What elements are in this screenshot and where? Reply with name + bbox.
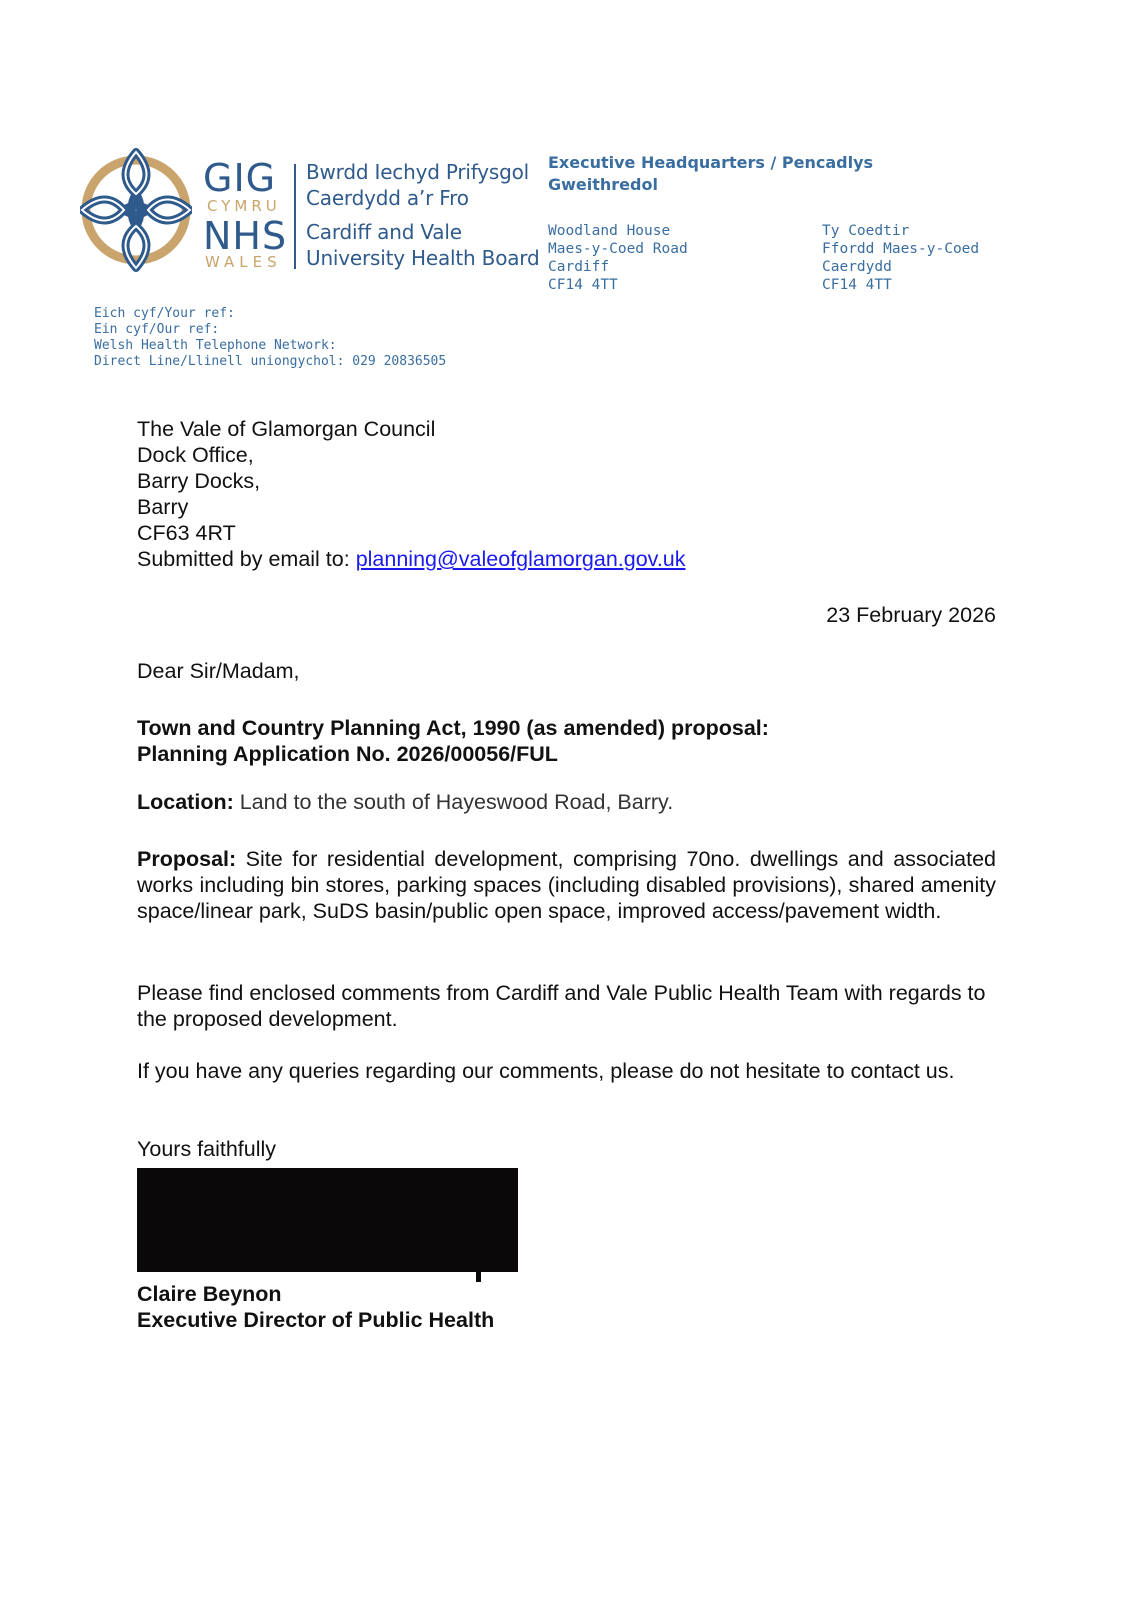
celtic-knot-logo-icon xyxy=(80,148,192,272)
address-line: Maes-y-Coed Road xyxy=(548,241,688,257)
subject-line: Town and Country Planning Act, 1990 (as amended) proposal: xyxy=(137,716,769,740)
signatory-title: Executive Director of Public Health xyxy=(137,1308,495,1332)
recipient-line: Barry xyxy=(137,495,189,519)
recipient-line: Barry Docks, xyxy=(137,469,261,493)
address-line: Caerdydd xyxy=(822,259,892,275)
reference-block xyxy=(94,306,446,370)
letter-date: 23 February 2026 xyxy=(826,603,996,627)
recipient-address xyxy=(137,416,686,572)
enclosure-paragraph: Please find enclosed comments from Cardiff and Vale Public Health Team with regards to the proposed development. xyxy=(137,981,986,1031)
proposal-text: Site for residential development, comprising 70no. dwellings and associated works including bin stores, parking spaces (including disabled provisions), shared amenity space/linear park, SuDS basin/public open space, improved access/pavement width. xyxy=(137,847,996,923)
signature-redaction-mark xyxy=(476,1268,481,1282)
signature-redaction xyxy=(137,1168,518,1272)
subject-line: Planning Application No. 2026/00056/FUL xyxy=(137,742,558,766)
signatory-block xyxy=(137,1281,494,1333)
proposal-label: Proposal: xyxy=(137,847,237,871)
address-line: Woodland House xyxy=(548,223,671,239)
ref-line: Welsh Health Telephone Network: xyxy=(94,338,337,353)
logo-nhs-text: NHS xyxy=(203,214,288,258)
address-line: Ffordd Maes-y-Coed xyxy=(822,241,980,257)
address-line: CF14 4TT xyxy=(548,277,618,293)
email-link[interactable]: planning@valeofglamorgan.gov.uk xyxy=(355,547,686,571)
closing: Yours faithfully xyxy=(137,1137,277,1161)
board-name-line: University Health Board xyxy=(306,246,540,270)
recipient-line: Dock Office, xyxy=(137,443,254,467)
salutation: Dear Sir/Madam, xyxy=(137,659,300,683)
address-line: CF14 4TT xyxy=(822,277,892,293)
recipient-line: The Vale of Glamorgan Council xyxy=(137,417,436,441)
recipient-line: CF63 4RT xyxy=(137,521,236,545)
address-english xyxy=(548,222,688,294)
submission-line xyxy=(137,546,686,572)
location-label: Location: xyxy=(137,790,234,814)
location-paragraph xyxy=(137,789,996,815)
submission-prefix: Submitted by email to: xyxy=(137,547,356,571)
logo-gig-text: GIG xyxy=(203,156,277,200)
contact-paragraph: If you have any queries regarding our comments, please do not hesitate to contact us. xyxy=(137,1059,955,1083)
hq-title: Executive Headquarters / Pencadlys Gweithredol xyxy=(548,153,874,194)
logo-cymru-text: CYMRU xyxy=(207,197,281,215)
logo-divider xyxy=(294,164,296,269)
signatory-name: Claire Beynon xyxy=(137,1282,282,1306)
address-line: Cardiff xyxy=(548,259,610,275)
ref-line: Direct Line/Llinell uniongychol: 029 20836505 xyxy=(94,354,447,369)
board-name-line: Bwrdd Iechyd Prifysgol xyxy=(306,160,529,184)
ref-line: Eich cyf/Your ref: xyxy=(94,306,235,321)
proposal-paragraph xyxy=(137,846,996,924)
board-name-line: Cardiff and Vale xyxy=(306,220,462,244)
location-text: Land to the south of Hayeswood Road, Barry. xyxy=(233,790,674,814)
subject-heading xyxy=(137,715,769,767)
board-name-line: Caerdydd a’r Fro xyxy=(306,186,469,210)
address-welsh xyxy=(822,222,979,294)
logo-wales-text: WALES xyxy=(205,253,282,271)
ref-line: Ein cyf/Our ref: xyxy=(94,322,220,337)
address-line: Ty Coedtir xyxy=(822,223,910,239)
